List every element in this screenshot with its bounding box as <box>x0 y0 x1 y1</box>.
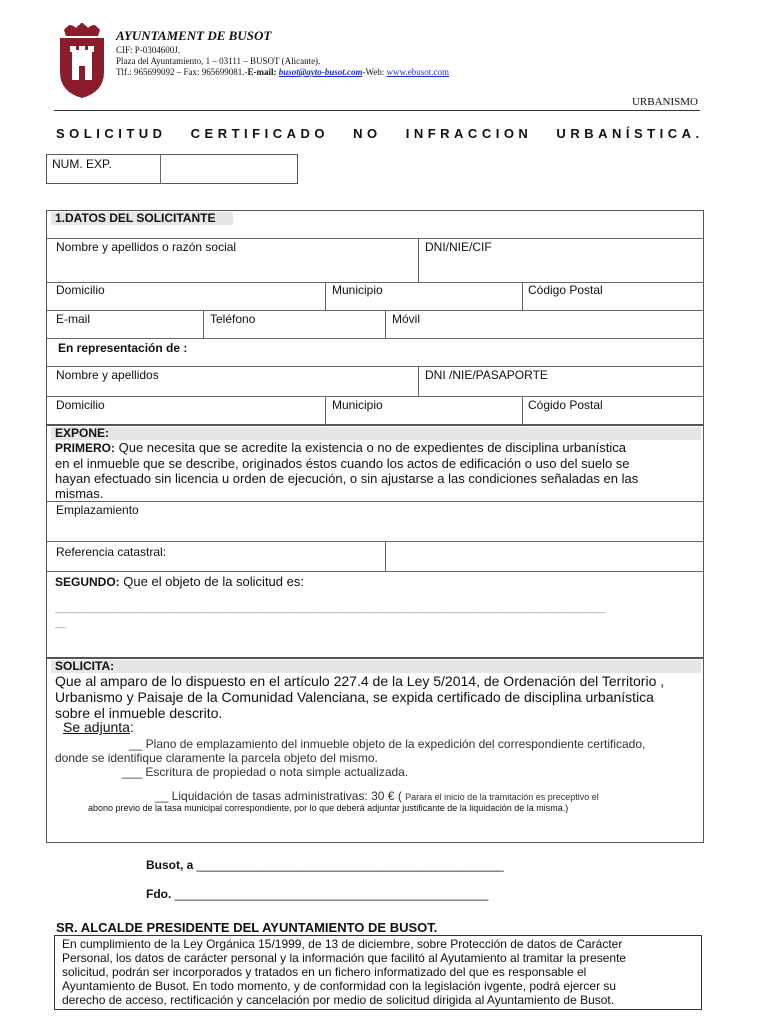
solicita-shade <box>51 660 701 673</box>
applicant-movil-field[interactable]: Móvil <box>392 312 421 326</box>
busot-line: ______________________________________________ <box>196 858 504 872</box>
privacy-text <box>62 937 696 1007</box>
web-label: -Web: <box>362 67 387 77</box>
emplazamiento-field[interactable]: Emplazamiento <box>56 503 139 517</box>
solicita-line1: Que al amparo de lo dispuesto en el artículo 227.4 de la Ley 5/2014, de Ordenación del Territorio , <box>55 673 665 689</box>
attachment-plano-line2: donde se identifique claramente la parcela objeto del mismo. <box>55 751 378 765</box>
segundo-row <box>55 574 304 589</box>
privacy-line4: Ayuntamiento de Busot. En todo momento, y de conformidad con la legislación ivgente, podrá ejercer su <box>62 979 617 993</box>
num-exp-label: NUM. EXP. <box>52 157 112 171</box>
solicita-text <box>55 673 697 721</box>
liquidacion-line2: abono previo de la tasa municipal correspondiente, por lo que deberá adjuntar justificante de la liquidación de la misma.) <box>88 803 569 813</box>
section1-rule6 <box>46 396 704 397</box>
rule <box>46 541 704 542</box>
referencia-catastral-input[interactable] <box>387 543 702 569</box>
primero-line4: mismas. <box>55 486 104 501</box>
recipient: SR. ALCALDE PRESIDENTE DEL AYUNTAMIENTO DE BUSOT. <box>56 920 438 935</box>
applicant-telefono-field[interactable]: Teléfono <box>210 312 256 326</box>
segundo-text: Que el objeto de la solicitud es: <box>123 574 304 589</box>
org-address: Plaza del Ayuntamiento, 1 – 03111 – BUSOT (Alicante). <box>116 56 321 66</box>
representacion-label: En representación de : <box>58 341 188 355</box>
section1-rule5 <box>46 366 704 367</box>
section1-rule4 <box>46 338 704 339</box>
divider <box>385 310 386 338</box>
rep-name-field[interactable]: Nombre y apellidos <box>56 368 159 382</box>
fdo-label: Fdo. <box>146 887 172 901</box>
primero-line3: hayan efectuado sin licencia u orden de ejecución, o sin ajustarse a las condiciones señaladas en las <box>55 471 639 486</box>
segundo-label: SEGUNDO: <box>55 575 120 589</box>
rep-dni-field[interactable]: DNI /NIE/PASAPORTE <box>425 368 548 382</box>
busot-date-row[interactable] <box>146 858 504 872</box>
divider <box>418 238 419 283</box>
email-link[interactable]: busot@ayto-busot.com <box>278 67 363 77</box>
applicant-cp-field[interactable]: Código Postal <box>528 283 603 297</box>
solicita-line3: sobre el inmueble descrito. <box>55 705 223 721</box>
section1-title: 1.DATOS DEL SOLICITANTE <box>55 211 216 225</box>
org-cif: CIF: P-0304600J. <box>116 45 181 55</box>
header-rule <box>54 110 700 111</box>
primero-line1: Que necesita que se acredite la existencia o no de expedientes de disciplina urbanística <box>118 440 626 455</box>
solicita-title: SOLICITA: <box>55 659 115 673</box>
busot-label: Busot, a <box>146 858 194 872</box>
email-label: E-mail: <box>247 67 279 77</box>
segundo-input-line2[interactable]: __ <box>55 618 67 629</box>
fdo-line: _______________________________________________ <box>174 887 489 901</box>
adjunta-text: Se adjunta <box>63 719 130 735</box>
phone-fax: Tlf.: 965699092 – Fax: 965699081.- <box>116 67 248 77</box>
applicant-domicilio-field[interactable]: Domicilio <box>56 283 105 297</box>
divider <box>418 366 419 396</box>
rule <box>46 501 704 502</box>
primero-line2: en el inmueble que se describe, originados éstos cuando los actos de edificación o uso del suelo se <box>55 456 630 471</box>
num-exp-input[interactable] <box>162 156 296 182</box>
attachment-escritura[interactable]: ___ Escritura de propiedad o nota simple actualizada. <box>122 765 409 779</box>
attachment-plano[interactable] <box>55 737 645 765</box>
rep-domicilio-field[interactable]: Domicilio <box>56 398 105 412</box>
web-link[interactable]: www.ebusot.com <box>386 67 449 77</box>
divider <box>203 310 204 338</box>
fdo-row[interactable] <box>146 887 488 901</box>
primero-label: PRIMERO: <box>55 441 115 455</box>
crest-logo <box>58 22 106 98</box>
section1-rule3 <box>46 310 704 311</box>
attachment-plano-line1: __ Plano de emplazamiento del inmueble objeto de la expedición del correspondiente certificado, <box>129 737 646 751</box>
num-exp-divider <box>160 154 161 184</box>
org-contact <box>116 67 449 77</box>
applicant-email-field[interactable]: E-mail <box>56 312 91 326</box>
adjunta-label: Se adjunta: <box>63 719 134 735</box>
section1-rule1 <box>46 238 704 239</box>
primero-text <box>55 440 697 501</box>
rule <box>46 571 704 572</box>
applicant-municipio-field[interactable]: Municipio <box>332 283 383 297</box>
divider <box>522 282 523 310</box>
solicita-line2: Urbanismo y Paisaje de la Comunidad Valenciana, se expida certificado de disciplina urbanística <box>55 689 654 705</box>
segundo-input-line1[interactable]: ___________________________________________________________________________________________________ <box>55 603 606 614</box>
divider <box>325 396 326 425</box>
expone-title: EXPONE: <box>55 426 110 440</box>
rep-municipio-field[interactable]: Municipio <box>332 398 383 412</box>
privacy-line2: Personal, los datos de carácter personal y la información que facilitó al Ayutamiento al tramitar la presente <box>62 951 627 965</box>
liquidacion-small: Parara el inicio de la tramitación es preceptivo el <box>405 792 599 802</box>
applicant-dni-field[interactable]: DNI/NIE/CIF <box>425 240 492 254</box>
applicant-name-field[interactable]: Nombre y apellidos o razón social <box>56 240 237 254</box>
liquidacion-main: __ Liquidación de tasas administrativas: 30 € ( <box>155 789 402 803</box>
privacy-line5: derecho de acceso, rectificación y cancelación por medio de solicitud dirigida al Ayuntamiento de Busot. <box>62 993 615 1007</box>
privacy-line1: En cumplimiento de la Ley Orgánica 15/1999, de 13 de diciembre, sobre Protección de datos de Carácter <box>62 937 623 951</box>
expone-shade <box>51 427 701 440</box>
department-label: URBANISMO <box>631 96 698 108</box>
form-title: SOLICITUD CERTIFICADO NO INFRACCION URBANÍSTICA. <box>56 126 704 141</box>
attachment-liquidacion[interactable] <box>155 789 599 803</box>
privacy-line3: solicitud, podrán ser incorporados y tratados en un fichero informatizado del que es responsable el <box>62 965 587 979</box>
referencia-catastral-label: Referencia catastral: <box>56 545 167 559</box>
divider <box>385 541 386 571</box>
divider <box>325 282 326 310</box>
divider <box>522 396 523 425</box>
rep-cp-field[interactable]: Cógido Postal <box>528 398 603 412</box>
org-name: AYUNTAMENT DE BUSOT <box>116 28 272 43</box>
